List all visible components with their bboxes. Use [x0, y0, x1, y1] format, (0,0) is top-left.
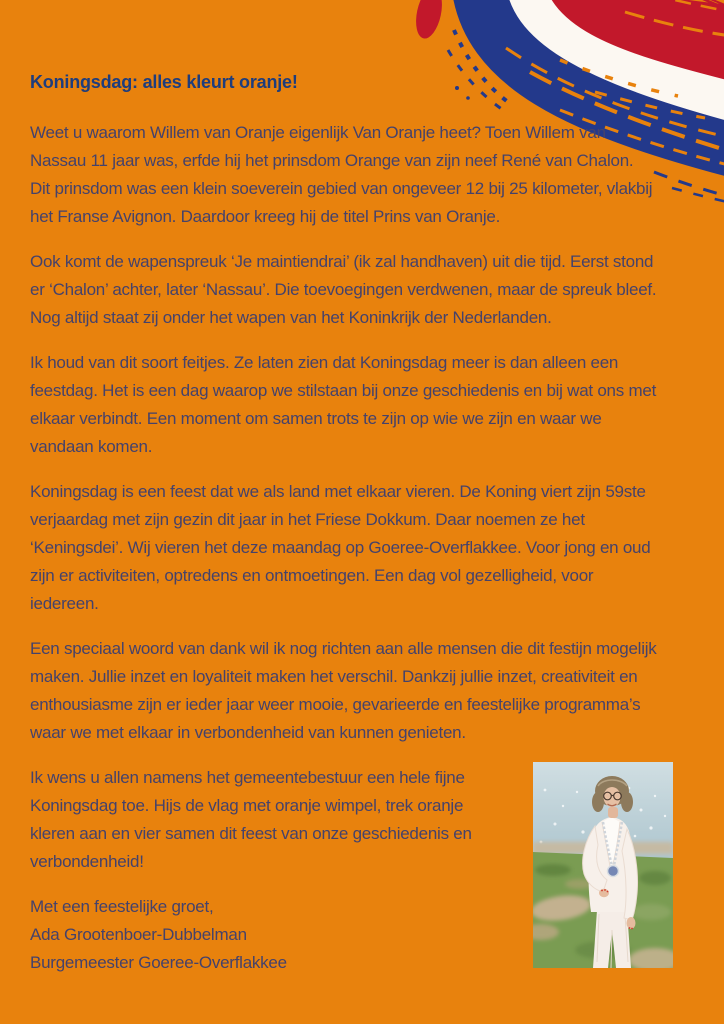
paragraph-origin-van-oranje: Weet u waarom Willem van Oranje eigenlijk Van Oranje heet? Toen Willem van Nassau 11 jaar was, erfde hij het prinsdom Orange van zijn neef René van Chalon. Dit prinsdom was een klein soeverein gebied van ongeveer 12 bij 25 kilometer, vlakbij het Franse Avignon. Daardoor kreeg hij de titel Prins van Oranje. [30, 123, 653, 226]
paragraph-dankwoord: Een speciaal woord van dank wil ik nog richten aan alle mensen die dit festijn mogelijk maken. Jullie inzet en loyaliteit maken het verschil. Dankzij jullie inzet, creativiteit en enthousiasme zijn er ieder jaar weer mooie, gevarieerde en feestelijke programma’s waar we met elkaar in verbondenheid van kunnen genieten. [30, 639, 657, 742]
paragraph-feitjes: Ik houd van dit soort feitjes. Ze laten zien dat Koningsdag meer is dan alleen een feestdag. Het is een dag waarop we stilstaan bij onze geschiedenis en bij wat ons met elkaar verbindt. Een moment om samen trots te zijn op wie we zijn en waar we vandaan komen. [30, 353, 657, 456]
photo-neck [608, 807, 618, 818]
signature-block: Met een feestelijke groet, Ada Grootenboer-Dubbelman Burgemeester Goeree-Overflakkee [30, 897, 287, 972]
flag-red-splotch [412, 0, 446, 41]
photo-chain-medallion [608, 866, 619, 877]
paragraph-wapenspreuk: Ook komt de wapenspreuk ‘Je maintiendrai’ (ik zal handhaven) uit die tijd. Eerst stond er ‘Chalon’ achter, later ‘Nassau’. Die toevoegingen verdwenen, maar de spreuk bleef. Nog altijd staat zij onder het wapen van het Koninkrijk der Nederlanden. [30, 252, 657, 327]
paragraph-feest: Koningsdag is een feest dat we als land met elkaar vieren. De Koning viert zijn 59ste verjaardag met zijn gezin dit jaar in het Friese Dokkum. Daar noemen ze het ‘Keningsdei’. Wij vieren het deze maandag op Goeree-Overflakkee. Voor jong en oud zijn er activiteiten, optredens en ontmoetingen. Een dag vol gezelligheid, voor iedereen. [30, 482, 651, 613]
photo-hand-pocket [599, 889, 609, 897]
mayor-portrait-photo [533, 762, 673, 968]
photo-hand-down [627, 917, 636, 929]
paragraph-wens: Ik wens u allen namens het gemeentebestuur een hele fijne Koningsdag toe. Hijs de vlag met oranje wimpel, trek oranje kleren aan en vier samen dit feest van onze geschiedenis en verbondenheid! [30, 768, 472, 871]
page-title: Koningsdag: alles kleurt oranje! [30, 72, 298, 92]
photo-face [604, 787, 621, 807]
